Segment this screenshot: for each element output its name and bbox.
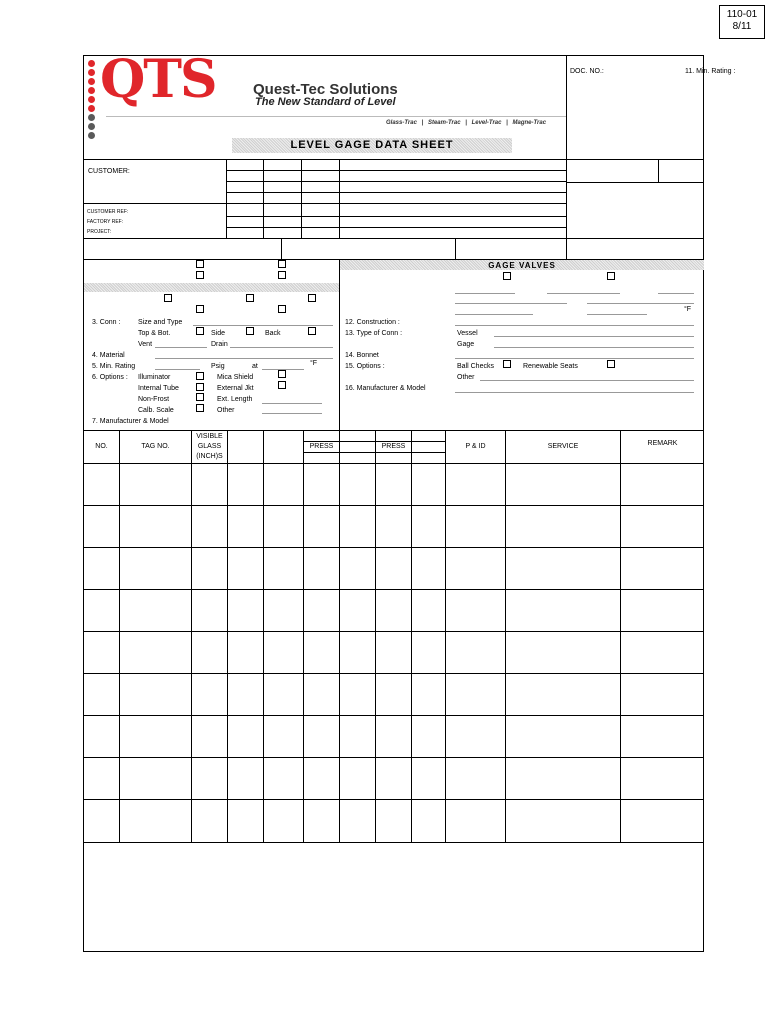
table-row [83,673,704,674]
factory-ref-label: FACTORY REF: [87,219,124,225]
logo-products: Glass-Trac | Steam-Trac | Level-Trac | Magne-Trac [386,120,547,126]
col-no: NO. [95,443,108,450]
at-label: at [252,363,258,370]
psig-label: Psig [211,363,225,370]
min-rating-label: 11. Min. Rating : [685,68,736,75]
product-magne-trac: Magne-Trac [512,120,547,126]
construction-label: 12. Construction : [345,319,400,326]
deg-f-label: °F [310,360,318,367]
checkbox-gage-b2[interactable] [278,271,286,279]
doc-no-label: DOC. NO.: [570,68,604,75]
logo-mark: QTS [100,49,216,110]
col-p-and-id: P & ID [465,443,486,450]
ext-length-label: Ext. Length [217,396,253,403]
doc-code: 110-01 [726,9,758,20]
table-row [83,799,704,800]
type-conn-label: 13. Type of Conn : [345,330,403,337]
bonnet-label: 14. Bonnet [345,352,379,359]
logo-tagline: The New Standard of Level [255,96,396,108]
logo-dot [88,105,95,112]
logo-dot [88,132,95,139]
calb-scale-label: Calb. Scale [138,407,174,414]
material-label: 4. Material [92,352,125,359]
manufacturer-label-left: 7. Manufacturer & Model [92,418,169,425]
col-visible-glass [192,432,227,462]
col-service: SERVICE [547,443,579,450]
logo-dot [88,87,95,94]
logo-dots [88,60,96,141]
top-bot-label: Top & Bot. [138,330,171,337]
checkbox-internal-tube[interactable] [196,383,204,391]
checkbox-mica-shield[interactable] [278,370,286,378]
non-frost-label: Non-Frost [138,396,170,403]
checkbox-illuminator[interactable] [196,372,204,380]
gage-valves-title: GAGE VALVES [488,261,556,270]
table-row [83,715,704,716]
form-frame [83,55,704,952]
doc-code-box [719,5,765,39]
conn-label: 3. Conn : [92,319,121,326]
customer-label: CUSTOMER: [88,168,130,175]
illuminator-label: Illuminator [138,374,171,381]
manufacturer-label-right: 16. Manufacturer & Model [345,385,426,392]
product-steam-trac: Steam-Trac [427,120,461,126]
checkbox-external-jkt[interactable] [278,381,286,389]
logo [86,49,566,136]
col-tag-no: TAG NO. [141,443,170,450]
doc-date: 8/11 [732,21,752,32]
checkbox-left-2[interactable] [246,294,254,302]
page-title: LEVEL GAGE DATA SHEET [290,139,454,151]
drain-label: Drain [211,341,228,348]
options-label-right: 15. Options : [345,363,385,370]
vent-label: Vent [138,341,153,348]
left-section-bar [84,283,339,292]
vessel-label: Vessel [457,330,478,337]
checkbox-ball-checks[interactable] [503,360,511,368]
table-row [83,505,704,506]
checkbox-valve-2[interactable] [607,272,615,280]
checkbox-renewable-seats[interactable] [607,360,615,368]
logo-dot [88,78,95,85]
visible-glass-line2: GLASS [197,443,222,450]
internal-tube-label: Internal Tube [138,385,179,392]
checkbox-calb-scale[interactable] [196,404,204,412]
checkbox-left-1[interactable] [164,294,172,302]
size-type-label: Size and Type [138,319,183,326]
checkbox-gage-a2[interactable] [278,260,286,268]
min-rating-spec-label: 5. Min. Rating [92,363,136,370]
checkbox-back-2[interactable] [308,327,316,335]
checkbox-side[interactable] [196,327,204,335]
product-glass-trac: Glass-Trac [386,120,417,126]
checkbox-back[interactable] [246,327,254,335]
logo-dot [88,123,95,130]
visible-glass-line1: VISIBLE [196,433,223,440]
side-label: Side [211,330,226,337]
product-level-trac: Level-Trac [471,120,502,126]
table-row [83,631,704,632]
col-press-1: PRESS [309,443,334,450]
table-row [83,589,704,590]
options-label: 6. Options : [92,374,128,381]
checkbox-valve-1[interactable] [503,272,511,280]
checkbox-gage-b1[interactable] [196,271,204,279]
back-label: Back [265,330,281,337]
checkbox-gage-a1[interactable] [196,260,204,268]
table-row [83,757,704,758]
col-remark: REMARK [647,440,678,447]
col-press-2: PRESS [381,443,406,450]
checkbox-left-3[interactable] [308,294,316,302]
mica-shield-label: Mica Shield [217,374,254,381]
checkbox-left-4[interactable] [196,305,204,313]
logo-company: Quest-Tec Solutions [253,81,398,98]
gage-label: Gage [457,341,475,348]
ball-checks-label: Ball Checks [457,363,494,370]
valve-deg-f: °F [684,306,692,313]
renewable-seats-label: Renewable Seats [523,363,578,370]
checkbox-left-5[interactable] [278,305,286,313]
external-jkt-label: External Jkt [217,385,254,392]
visible-glass-line3: (INCH)S [196,453,223,460]
table-row [83,842,704,843]
other-label-right: Other [457,374,475,381]
logo-dot [88,114,95,121]
customer-ref-label: CUSTOMER REF: [87,209,129,215]
checkbox-non-frost[interactable] [196,393,204,401]
project-label: PROJECT: [87,229,112,235]
logo-dot [88,69,95,76]
logo-dot [88,60,95,67]
logo-dot [88,96,95,103]
logo-rule [106,116,566,117]
table-row [83,547,704,548]
other-label-left: Other [217,407,235,414]
